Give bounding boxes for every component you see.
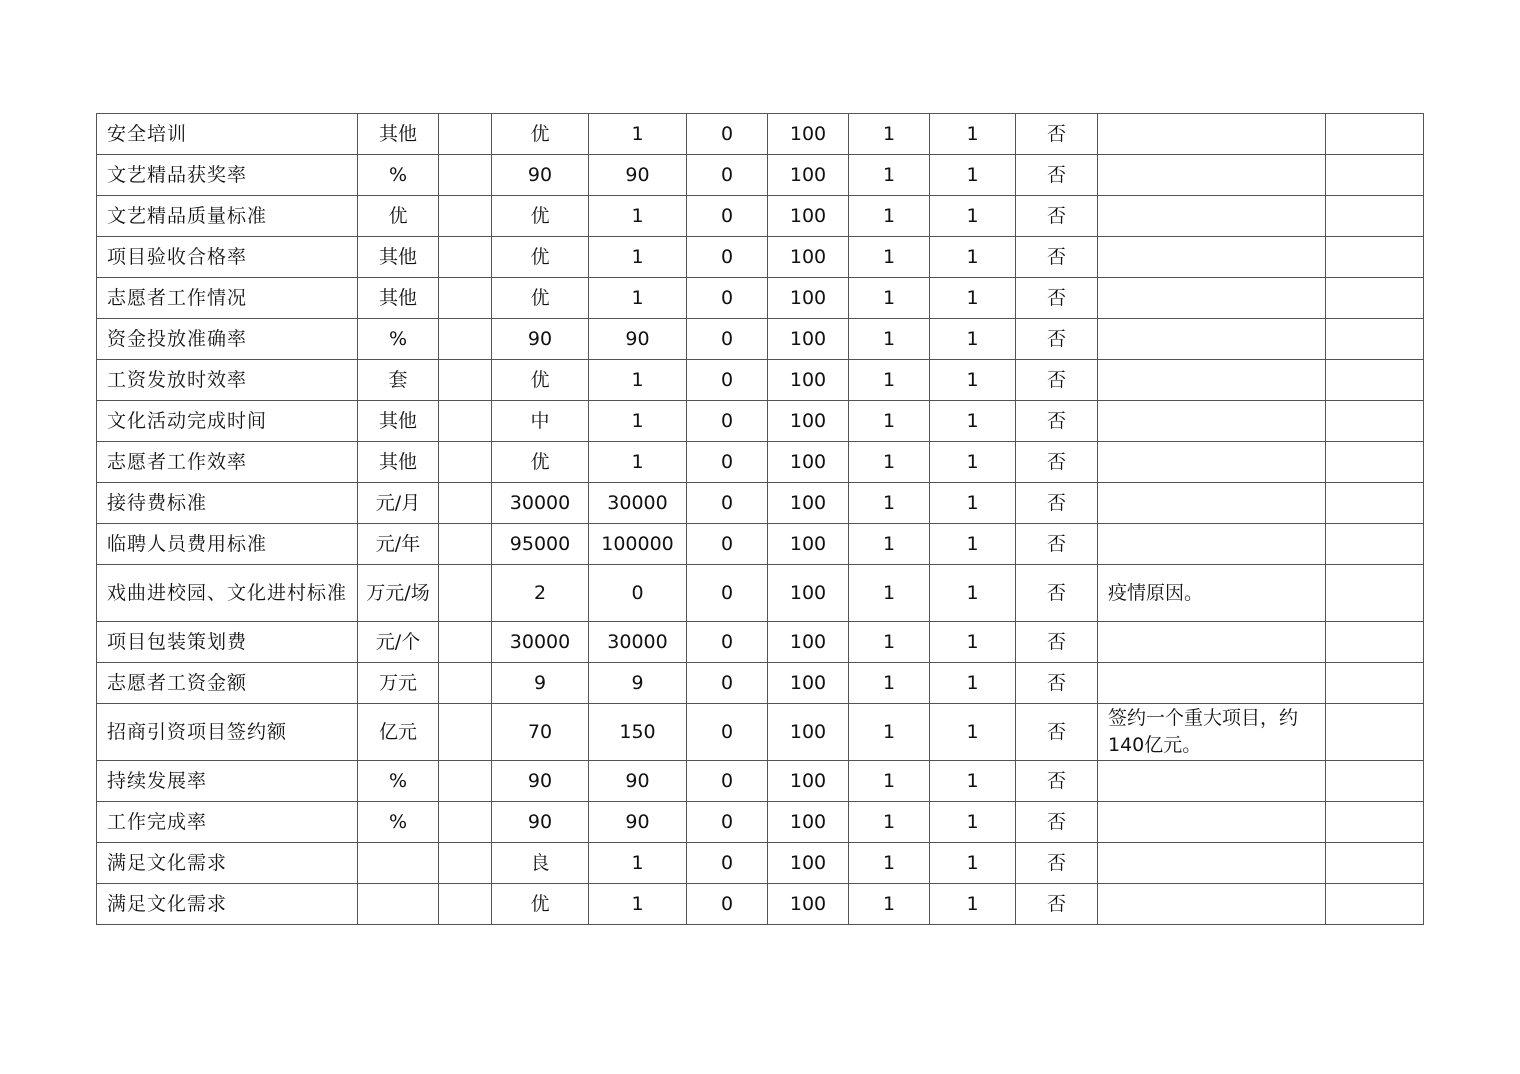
last-cell [1326, 565, 1424, 622]
blank-cell [439, 663, 492, 704]
blank-cell [439, 565, 492, 622]
note-cell [1098, 483, 1326, 524]
note-cell [1098, 761, 1326, 802]
target-value-cell: 95000 [492, 524, 589, 565]
blank-cell [439, 524, 492, 565]
value-cell-9: 1 [930, 155, 1016, 196]
blank-cell [439, 622, 492, 663]
target-value-cell: 2 [492, 565, 589, 622]
indicator-name-cell: 文化活动完成时间 [97, 401, 358, 442]
note-cell [1098, 278, 1326, 319]
value-cell-7: 100 [768, 401, 849, 442]
note-cell [1098, 663, 1326, 704]
value-cell-9: 1 [930, 565, 1016, 622]
value-cell-7: 100 [768, 278, 849, 319]
target-value-cell: 优 [492, 442, 589, 483]
unit-cell: % [358, 761, 439, 802]
unit-cell [358, 884, 439, 925]
target-value-cell: 30000 [492, 622, 589, 663]
value-cell-9: 1 [930, 704, 1016, 761]
indicator-name-cell: 志愿者工作情况 [97, 278, 358, 319]
value-cell-8: 1 [849, 278, 930, 319]
last-cell [1326, 319, 1424, 360]
blank-cell [439, 319, 492, 360]
value-cell-7: 100 [768, 442, 849, 483]
blank-cell [439, 155, 492, 196]
unit-cell: 亿元 [358, 704, 439, 761]
value-cell-9: 1 [930, 237, 1016, 278]
value-cell-9: 1 [930, 884, 1016, 925]
last-cell [1326, 524, 1424, 565]
flag-cell: 否 [1016, 278, 1098, 319]
value-cell-9: 1 [930, 524, 1016, 565]
flag-cell: 否 [1016, 761, 1098, 802]
target-value-cell: 90 [492, 155, 589, 196]
value-cell-9: 1 [930, 319, 1016, 360]
value-cell-8: 1 [849, 884, 930, 925]
flag-cell: 否 [1016, 155, 1098, 196]
note-cell [1098, 884, 1326, 925]
table-row [97, 237, 1424, 278]
table-row [97, 278, 1424, 319]
value-cell-6: 0 [687, 442, 768, 483]
value-cell-8: 1 [849, 319, 930, 360]
indicator-name-cell: 项目验收合格率 [97, 237, 358, 278]
last-cell [1326, 278, 1424, 319]
value-cell-7: 100 [768, 237, 849, 278]
flag-cell: 否 [1016, 843, 1098, 884]
note-cell: 签约一个重大项目，约140亿元。 [1098, 704, 1326, 761]
value-cell-9: 1 [930, 401, 1016, 442]
value-cell-6: 0 [687, 565, 768, 622]
value-cell-8: 1 [849, 761, 930, 802]
value-cell-9: 1 [930, 278, 1016, 319]
value-cell-6: 0 [687, 761, 768, 802]
actual-value-cell: 0 [589, 565, 687, 622]
target-value-cell: 中 [492, 401, 589, 442]
actual-value-cell: 1 [589, 114, 687, 155]
note-cell [1098, 360, 1326, 401]
note-cell [1098, 196, 1326, 237]
value-cell-7: 100 [768, 483, 849, 524]
value-cell-9: 1 [930, 483, 1016, 524]
value-cell-7: 100 [768, 843, 849, 884]
target-value-cell: 优 [492, 237, 589, 278]
value-cell-7: 100 [768, 155, 849, 196]
target-value-cell: 优 [492, 278, 589, 319]
value-cell-9: 1 [930, 360, 1016, 401]
value-cell-6: 0 [687, 114, 768, 155]
unit-cell: 元/年 [358, 524, 439, 565]
value-cell-9: 1 [930, 843, 1016, 884]
indicator-name-cell: 安全培训 [97, 114, 358, 155]
target-value-cell: 70 [492, 704, 589, 761]
table-row [97, 114, 1424, 155]
table-row [97, 884, 1424, 925]
value-cell-6: 0 [687, 663, 768, 704]
indicator-name-cell: 资金投放准确率 [97, 319, 358, 360]
value-cell-7: 100 [768, 360, 849, 401]
table-row [97, 565, 1424, 622]
table-row [97, 401, 1424, 442]
last-cell [1326, 704, 1424, 761]
indicator-table [96, 113, 1424, 925]
flag-cell: 否 [1016, 524, 1098, 565]
value-cell-9: 1 [930, 802, 1016, 843]
value-cell-8: 1 [849, 663, 930, 704]
blank-cell [439, 843, 492, 884]
note-cell [1098, 442, 1326, 483]
blank-cell [439, 704, 492, 761]
indicator-name-cell: 满足文化需求 [97, 884, 358, 925]
value-cell-8: 1 [849, 843, 930, 884]
value-cell-8: 1 [849, 802, 930, 843]
note-cell: 疫情原因。 [1098, 565, 1326, 622]
indicator-name-cell: 志愿者工作效率 [97, 442, 358, 483]
value-cell-6: 0 [687, 319, 768, 360]
value-cell-6: 0 [687, 237, 768, 278]
actual-value-cell: 100000 [589, 524, 687, 565]
unit-cell: 优 [358, 196, 439, 237]
value-cell-6: 0 [687, 524, 768, 565]
actual-value-cell: 9 [589, 663, 687, 704]
value-cell-8: 1 [849, 565, 930, 622]
value-cell-6: 0 [687, 483, 768, 524]
unit-cell: 万元 [358, 663, 439, 704]
indicator-name-cell: 文艺精品获奖率 [97, 155, 358, 196]
value-cell-7: 100 [768, 524, 849, 565]
note-cell [1098, 401, 1326, 442]
unit-cell: 其他 [358, 401, 439, 442]
actual-value-cell: 1 [589, 278, 687, 319]
target-value-cell: 优 [492, 114, 589, 155]
table-row [97, 442, 1424, 483]
value-cell-7: 100 [768, 565, 849, 622]
table-row [97, 155, 1424, 196]
note-cell [1098, 843, 1326, 884]
value-cell-9: 1 [930, 761, 1016, 802]
indicator-name-cell: 戏曲进校园、文化进村标准 [97, 565, 358, 622]
actual-value-cell: 1 [589, 196, 687, 237]
unit-cell: % [358, 802, 439, 843]
indicator-name-cell: 满足文化需求 [97, 843, 358, 884]
last-cell [1326, 401, 1424, 442]
value-cell-8: 1 [849, 360, 930, 401]
table-row [97, 622, 1424, 663]
flag-cell: 否 [1016, 442, 1098, 483]
blank-cell [439, 360, 492, 401]
table-row [97, 360, 1424, 401]
indicator-name-cell: 志愿者工资金额 [97, 663, 358, 704]
flag-cell: 否 [1016, 237, 1098, 278]
value-cell-7: 100 [768, 704, 849, 761]
value-cell-6: 0 [687, 622, 768, 663]
indicator-name-cell: 文艺精品质量标准 [97, 196, 358, 237]
table-body [97, 114, 1424, 925]
last-cell [1326, 360, 1424, 401]
actual-value-cell: 1 [589, 884, 687, 925]
actual-value-cell: 30000 [589, 622, 687, 663]
unit-cell [358, 843, 439, 884]
value-cell-9: 1 [930, 114, 1016, 155]
blank-cell [439, 884, 492, 925]
target-value-cell: 90 [492, 319, 589, 360]
value-cell-6: 0 [687, 360, 768, 401]
value-cell-9: 1 [930, 663, 1016, 704]
flag-cell: 否 [1016, 319, 1098, 360]
target-value-cell: 90 [492, 802, 589, 843]
blank-cell [439, 401, 492, 442]
value-cell-9: 1 [930, 442, 1016, 483]
target-value-cell: 优 [492, 196, 589, 237]
note-cell [1098, 319, 1326, 360]
flag-cell: 否 [1016, 663, 1098, 704]
value-cell-9: 1 [930, 196, 1016, 237]
flag-cell: 否 [1016, 401, 1098, 442]
indicator-name-cell: 工作完成率 [97, 802, 358, 843]
blank-cell [439, 114, 492, 155]
unit-cell: 套 [358, 360, 439, 401]
table-row [97, 663, 1424, 704]
flag-cell: 否 [1016, 565, 1098, 622]
value-cell-6: 0 [687, 704, 768, 761]
table-row [97, 483, 1424, 524]
actual-value-cell: 90 [589, 802, 687, 843]
table-row [97, 802, 1424, 843]
last-cell [1326, 196, 1424, 237]
last-cell [1326, 155, 1424, 196]
last-cell [1326, 802, 1424, 843]
value-cell-8: 1 [849, 196, 930, 237]
unit-cell: 万元/场 [358, 565, 439, 622]
last-cell [1326, 483, 1424, 524]
table-row [97, 196, 1424, 237]
value-cell-7: 100 [768, 319, 849, 360]
last-cell [1326, 622, 1424, 663]
note-cell [1098, 114, 1326, 155]
indicator-name-cell: 招商引资项目签约额 [97, 704, 358, 761]
value-cell-7: 100 [768, 196, 849, 237]
note-cell [1098, 237, 1326, 278]
actual-value-cell: 30000 [589, 483, 687, 524]
actual-value-cell: 150 [589, 704, 687, 761]
value-cell-6: 0 [687, 155, 768, 196]
note-cell [1098, 622, 1326, 663]
table-row [97, 843, 1424, 884]
unit-cell: 元/个 [358, 622, 439, 663]
table-row [97, 524, 1424, 565]
table-row [97, 319, 1424, 360]
value-cell-6: 0 [687, 401, 768, 442]
blank-cell [439, 237, 492, 278]
value-cell-6: 0 [687, 802, 768, 843]
unit-cell: 其他 [358, 114, 439, 155]
value-cell-8: 1 [849, 704, 930, 761]
actual-value-cell: 90 [589, 155, 687, 196]
unit-cell: 其他 [358, 278, 439, 319]
actual-value-cell: 1 [589, 843, 687, 884]
flag-cell: 否 [1016, 704, 1098, 761]
blank-cell [439, 442, 492, 483]
blank-cell [439, 278, 492, 319]
blank-cell [439, 196, 492, 237]
last-cell [1326, 843, 1424, 884]
actual-value-cell: 90 [589, 319, 687, 360]
value-cell-6: 0 [687, 843, 768, 884]
table-row [97, 761, 1424, 802]
value-cell-7: 100 [768, 802, 849, 843]
flag-cell: 否 [1016, 483, 1098, 524]
unit-cell: 元/月 [358, 483, 439, 524]
indicator-name-cell: 项目包装策划费 [97, 622, 358, 663]
flag-cell: 否 [1016, 360, 1098, 401]
value-cell-8: 1 [849, 237, 930, 278]
last-cell [1326, 884, 1424, 925]
value-cell-8: 1 [849, 114, 930, 155]
indicator-name-cell: 接待费标准 [97, 483, 358, 524]
target-value-cell: 优 [492, 360, 589, 401]
note-cell [1098, 524, 1326, 565]
indicator-name-cell: 工资发放时效率 [97, 360, 358, 401]
value-cell-7: 100 [768, 761, 849, 802]
value-cell-7: 100 [768, 884, 849, 925]
value-cell-7: 100 [768, 114, 849, 155]
note-cell [1098, 802, 1326, 843]
value-cell-8: 1 [849, 401, 930, 442]
target-value-cell: 良 [492, 843, 589, 884]
blank-cell [439, 761, 492, 802]
last-cell [1326, 663, 1424, 704]
last-cell [1326, 442, 1424, 483]
value-cell-6: 0 [687, 278, 768, 319]
flag-cell: 否 [1016, 802, 1098, 843]
unit-cell: % [358, 155, 439, 196]
indicator-name-cell: 临聘人员费用标准 [97, 524, 358, 565]
value-cell-9: 1 [930, 622, 1016, 663]
last-cell [1326, 114, 1424, 155]
flag-cell: 否 [1016, 196, 1098, 237]
value-cell-6: 0 [687, 884, 768, 925]
indicator-name-cell: 持续发展率 [97, 761, 358, 802]
value-cell-7: 100 [768, 663, 849, 704]
blank-cell [439, 483, 492, 524]
table-row [97, 704, 1424, 761]
target-value-cell: 90 [492, 761, 589, 802]
value-cell-7: 100 [768, 622, 849, 663]
value-cell-8: 1 [849, 622, 930, 663]
value-cell-8: 1 [849, 155, 930, 196]
actual-value-cell: 1 [589, 237, 687, 278]
actual-value-cell: 90 [589, 761, 687, 802]
value-cell-8: 1 [849, 442, 930, 483]
value-cell-6: 0 [687, 196, 768, 237]
flag-cell: 否 [1016, 884, 1098, 925]
target-value-cell: 优 [492, 884, 589, 925]
unit-cell: 其他 [358, 442, 439, 483]
actual-value-cell: 1 [589, 401, 687, 442]
unit-cell: 其他 [358, 237, 439, 278]
last-cell [1326, 237, 1424, 278]
flag-cell: 否 [1016, 622, 1098, 663]
flag-cell: 否 [1016, 114, 1098, 155]
blank-cell [439, 802, 492, 843]
note-cell [1098, 155, 1326, 196]
actual-value-cell: 1 [589, 442, 687, 483]
last-cell [1326, 761, 1424, 802]
value-cell-8: 1 [849, 483, 930, 524]
target-value-cell: 9 [492, 663, 589, 704]
unit-cell: % [358, 319, 439, 360]
actual-value-cell: 1 [589, 360, 687, 401]
value-cell-8: 1 [849, 524, 930, 565]
target-value-cell: 30000 [492, 483, 589, 524]
